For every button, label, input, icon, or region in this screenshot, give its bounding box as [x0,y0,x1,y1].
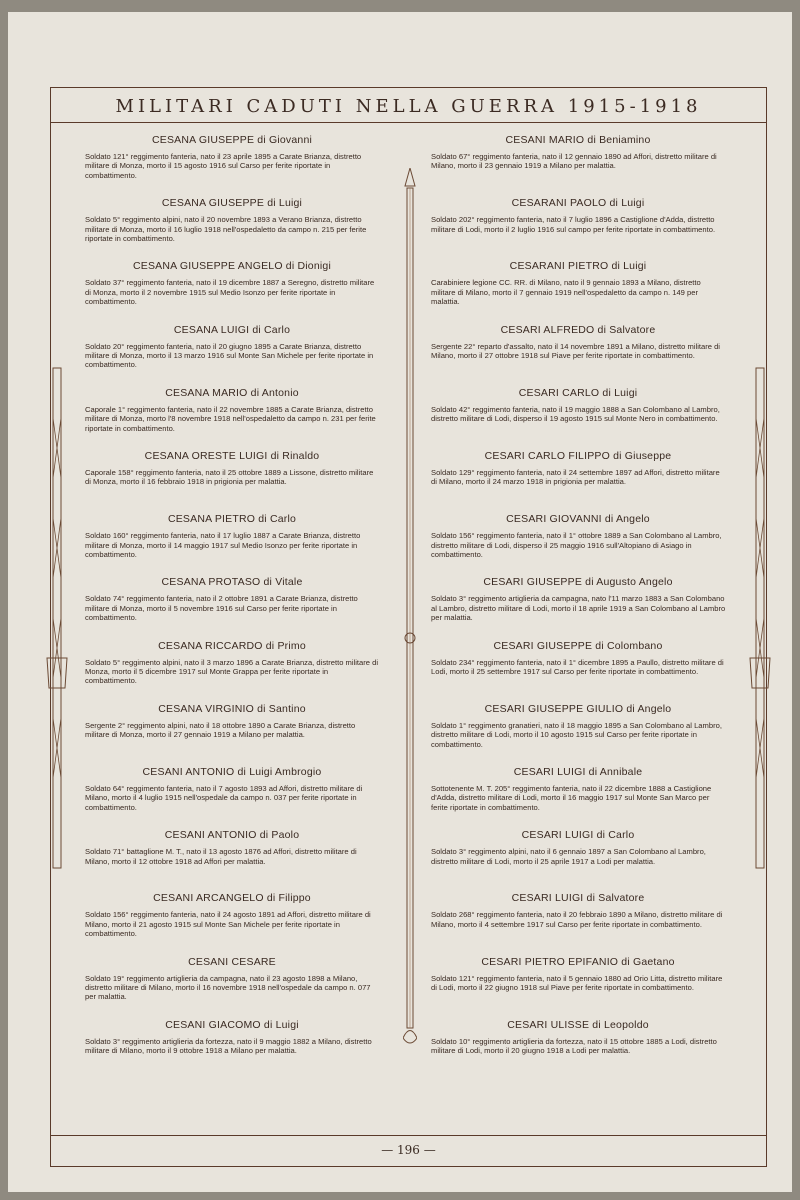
record-name: CESANA PIETRO di Carlo [167,513,297,526]
record-description: Soldato 19° reggimento artiglieria da campagna, nato il 23 agosto 1898 a Milano, distretto militare di Milano, morto il 16 novembre 1918 nell'ospedale da campo n. 077 per malattia. [85,973,371,1002]
record-description: Soldato 3° reggimento artiglieria da campagna, nato l'11 marzo 1883 a San Colombano al Lambro, distretto militare di Lodi, morto il 18 aprile 1919 a San Colombano al Lambro per malattia. [431,594,726,623]
record-name: CESANA ORESTE LUIGI di Rinaldo [144,450,320,462]
record-name: CESARI CARLO FILIPPO di Giuseppe [484,450,672,462]
record-entry [423,1019,733,1056]
record-entry [77,260,387,306]
record-name: CESARANI PAOLO di Luigi [511,197,645,210]
record-description: Soldato 234° reggimento fanteria, nato il 1° dicembre 1895 a Paullo, distretto militare di Lodi, morto il 25 settembre 1917 sul Carso per ferite riportate in combattimento. [431,657,724,676]
record-entry [77,513,387,559]
record-entry [77,1019,387,1056]
record-name: CESARI LUIGI di Annibale [513,766,643,778]
record-entry [77,450,387,487]
record-name: CESANI ANTONIO di Luigi Ambrogio [142,766,322,778]
record-name: CESANA LUIGI di Carlo [173,323,291,336]
record-description: Soldato 37° reggimento fanteria, nato il 19 dicembre 1887 a Seregno, distretto militare di Monza, morto il 2 novembre 1915 sul Medio Isonzo per ferite riportate in combattimento. [85,278,375,307]
record-description: Carabiniere legione CC. RR. di Milano, nato il 9 gennaio 1893 a Milano, distretto militare di Milano, morto il 7 gennaio 1919 nell'ospedaletto da campo n. 149 per malattia. [431,278,701,307]
record-name: CESANA PROTASO di Vitale [161,576,303,589]
record-description: Soldato 160° reggimento fanteria, nato il 17 luglio 1887 a Carate Brianza, distretto militare di Monza, morto il 14 maggio 1917 sul Medio Isonzo per ferite riportate in combattimento. [85,531,361,559]
record-name: CESARI CARLO di Luigi [518,386,638,399]
record-entry [423,703,733,749]
record-description: Sergente 22° reparto d'assalto, nato il 14 novembre 1891 a Milano, distretto militare di Milano, morto il 27 ottobre 1918 sul Piave per ferite riportate in combattimento. [431,341,720,360]
record-entry [423,956,733,993]
record-entry [77,387,387,433]
record-entry [423,892,733,929]
record-description: Soldato 1° reggimento granatieri, nato il 18 maggio 1895 a San Colombano al Lambro, distretto militare di Lodi, morto il 10 agosto 1915 sul Carso per ferite riportate in combattimento. [431,720,722,749]
record-entry [77,892,387,938]
record-description: Caporale 158° reggimento fanteria, nato il 25 ottobre 1889 a Lissone, distretto militare di Monza, morto il 16 febbraio 1918 in prigionia per malattia. [85,468,374,487]
record-name: CESARANI PIETRO di Luigi [509,260,647,273]
record-entry [423,766,733,812]
record-description: Soldato 268° reggimento fanteria, nato il 20 febbraio 1890 a Milano, distretto militare di Milano, morto il 4 settembre 1917 sul Carso per ferite riportate in combattimento. [431,910,723,929]
central-pole-decoration [403,168,417,1048]
record-entry [423,513,733,559]
record-name: CESANI ANTONIO di Paolo [164,829,300,842]
record-name: CESANA RICCARDO di Primo [158,639,306,652]
record-entry [423,197,733,234]
record-description: Soldato 156° reggimento fanteria, nato il 1° ottobre 1889 a San Colombano al Lambro, distretto militare di Lodi, disperso il 25 maggio 1916 sull'Altopiano di Asiago in combattimento. [431,531,722,559]
record-name: CESARI LUIGI di Salvatore [511,892,645,905]
record-name: CESANI ARCANGELO di Filippo [153,892,311,905]
record-name: CESANA GIUSEPPE di Giovanni [151,134,313,146]
record-description: Soldato 156° reggimento fanteria, nato il 24 agosto 1891 ad Affori, distretto militare di Milano, morto il 21 agosto 1915 sul Monte San Michele per ferite riportate in combattimento. [85,910,371,939]
page-sheet [8,12,792,1192]
record-description: Soldato 5° reggimento alpini, nato il 3 marzo 1896 a Carate Brianza, distretto militare di Monza, morto il 5 dicembre 1917 sul Monte Grappa per ferite riportate in combattimento. [85,657,379,686]
record-description: Soldato 202° reggimento fanteria, nato il 7 luglio 1896 a Castiglione d'Adda, distretto militare di Lodi, morto il 2 luglio 1916 sul campo per ferite riportate in combattimento. [431,215,716,234]
record-entry [423,324,733,361]
record-entry [423,260,733,306]
page-frame [50,87,767,1167]
record-description: Soldato 74° reggimento fanteria, nato il 2 ottobre 1891 a Carate Brianza, distretto militare di Monza, morto il 5 novembre 1916 sul Carso per ferite riportate in combattimento. [85,594,358,623]
record-name: CESANA VIRGINIO di Santino [158,702,306,715]
record-description: Soldato 67° reggimento fanteria, nato il 12 gennaio 1890 ad Affori, distretto militare di Milano, morto il 23 gennaio 1919 a Milano per malattia. [431,152,717,171]
record-entry [77,324,387,370]
record-description: Sergente 2° reggimento alpini, nato il 18 ottobre 1890 a Carate Brianza, distretto militare di Monza, morto il 27 gennaio 1919 a Milano per malattia. [85,720,356,740]
record-entry [77,703,387,740]
record-entry [77,576,387,622]
record-description: Soldato 121° reggimento fanteria, nato il 23 aprile 1895 a Carate Brianza, distretto militare di Monza, morto il 15 agosto 1916 sul Carso per ferite riportate in combattimento. [85,152,362,180]
record-entry [77,134,387,180]
title-band [51,88,766,123]
record-entry [423,450,733,487]
left-side-decoration [45,358,69,878]
record-description: Soldato 64° reggimento fanteria, nato il 7 agosto 1893 ad Affori, distretto militare di Milano, morto il 4 luglio 1915 nell'ospedale da campo n. 037 per ferite riportate in combattimento. [85,784,363,812]
record-name: CESANA GIUSEPPE ANGELO di Dionigi [132,260,331,273]
record-entry [77,197,387,243]
record-name: CESARI GIOVANNI di Angelo [506,513,650,526]
record-name: CESARI PIETRO EPIFANIO di Gaetano [481,955,675,968]
page-number: — 196 — [381,1143,436,1157]
record-description: Soldato 129° reggimento fanteria, nato il 24 settembre 1897 ad Affori, distretto militare di Milano, morto il 24 marzo 1918 in prigionia per malattia. [431,468,720,487]
record-name: CESANI GIACOMO di Luigi [165,1018,299,1031]
record-name: CESANI MARIO di Beniamino [505,134,651,146]
record-description: Sottotenente M. T. 205° reggimento fanteria, nato il 22 dicembre 1888 a Castiglione d'Adda, distretto militare di Lodi, morto il 16 maggio 1917 sul Monte San Marco per ferite riportate in combattimento. [431,784,712,812]
right-side-decoration [748,358,772,878]
record-entry [77,766,387,812]
record-name: CESARI GIUSEPPE di Augusto Angelo [483,576,673,589]
record-entry [423,576,733,622]
record-entry [77,829,387,866]
record-name: CESARI ULISSE di Leopoldo [507,1018,649,1031]
record-description: Soldato 121° reggimento fanteria, nato il 5 gennaio 1880 ad Orio Litta, distretto militare di Lodi, morto il 22 giugno 1918 sul Piave per ferite riportate in combattimento. [431,973,723,992]
page-footer [51,1135,766,1166]
record-entry [423,387,733,424]
record-entry [423,640,733,677]
record-entry [423,829,733,866]
record-entry [77,956,387,1002]
record-name: CESARI ALFREDO di Salvatore [500,323,656,336]
record-name: CESARI GIUSEPPE di Colombano [493,639,663,652]
record-description: Caporale 1° reggimento fanteria, nato il 22 novembre 1885 a Carate Brianza, distretto militare di Monza, morto l'8 novembre 1918 nell'ospedaletto da campo n. 231 per ferite riportate in combattimento. [85,404,376,433]
page-title: MILITARI CADUTI NELLA GUERRA 1915-1918 [115,96,702,117]
record-description: Soldato 20° reggimento fanteria, nato il 20 giugno 1895 a Carate Brianza, distretto militare di Monza, morto il 13 marzo 1916 sul Monte San Michele per ferite riportate in combattimento. [85,341,374,370]
record-description: Soldato 3° reggimento alpini, nato il 6 gennaio 1897 a San Colombano al Lambro, distretto militare di Lodi, morto il 25 aprile 1917 a Lodi per malattia. [431,847,706,866]
record-description: Soldato 5° reggimento alpini, nato il 20 novembre 1893 a Verano Brianza, distretto militare di Monza, morto il 16 luglio 1918 nell'ospedaletto da campo n. 215 per ferite riportate in combattimento. [85,215,367,243]
record-name: CESANA MARIO di Antonio [165,386,299,399]
record-name: CESARI GIUSEPPE GIULIO di Angelo [484,702,672,715]
record-description: Soldato 71° battaglione M. T., nato il 13 agosto 1876 ad Affori, distretto militare di Milano, morto il 12 ottobre 1918 ad Affori per malattia. [85,847,357,866]
record-name: CESANA GIUSEPPE di Luigi [161,197,303,210]
record-name: CESARI LUIGI di Carlo [521,829,635,842]
record-description: Soldato 3° reggimento artiglieria da fortezza, nato il 9 maggio 1882 a Milano, distretto militare di Milano, morto il 9 ottobre 1918 a Milano per malattia. [85,1036,372,1056]
record-description: Soldato 42° reggimento fanteria, nato il 19 maggio 1888 a San Colombano al Lambro, distretto militare di Lodi, disperso il 19 agosto 1915 sul Monte Nero in combattimento. [431,404,720,424]
record-entry [77,640,387,686]
record-name: CESANI CESARE [188,955,276,968]
record-entry [423,134,733,171]
record-description: Soldato 10° reggimento artiglieria da fortezza, nato il 15 ottobre 1885 a Lodi, distretto militare di Lodi, morto il 20 giugno 1918 a Lodi per malattia. [431,1036,717,1056]
